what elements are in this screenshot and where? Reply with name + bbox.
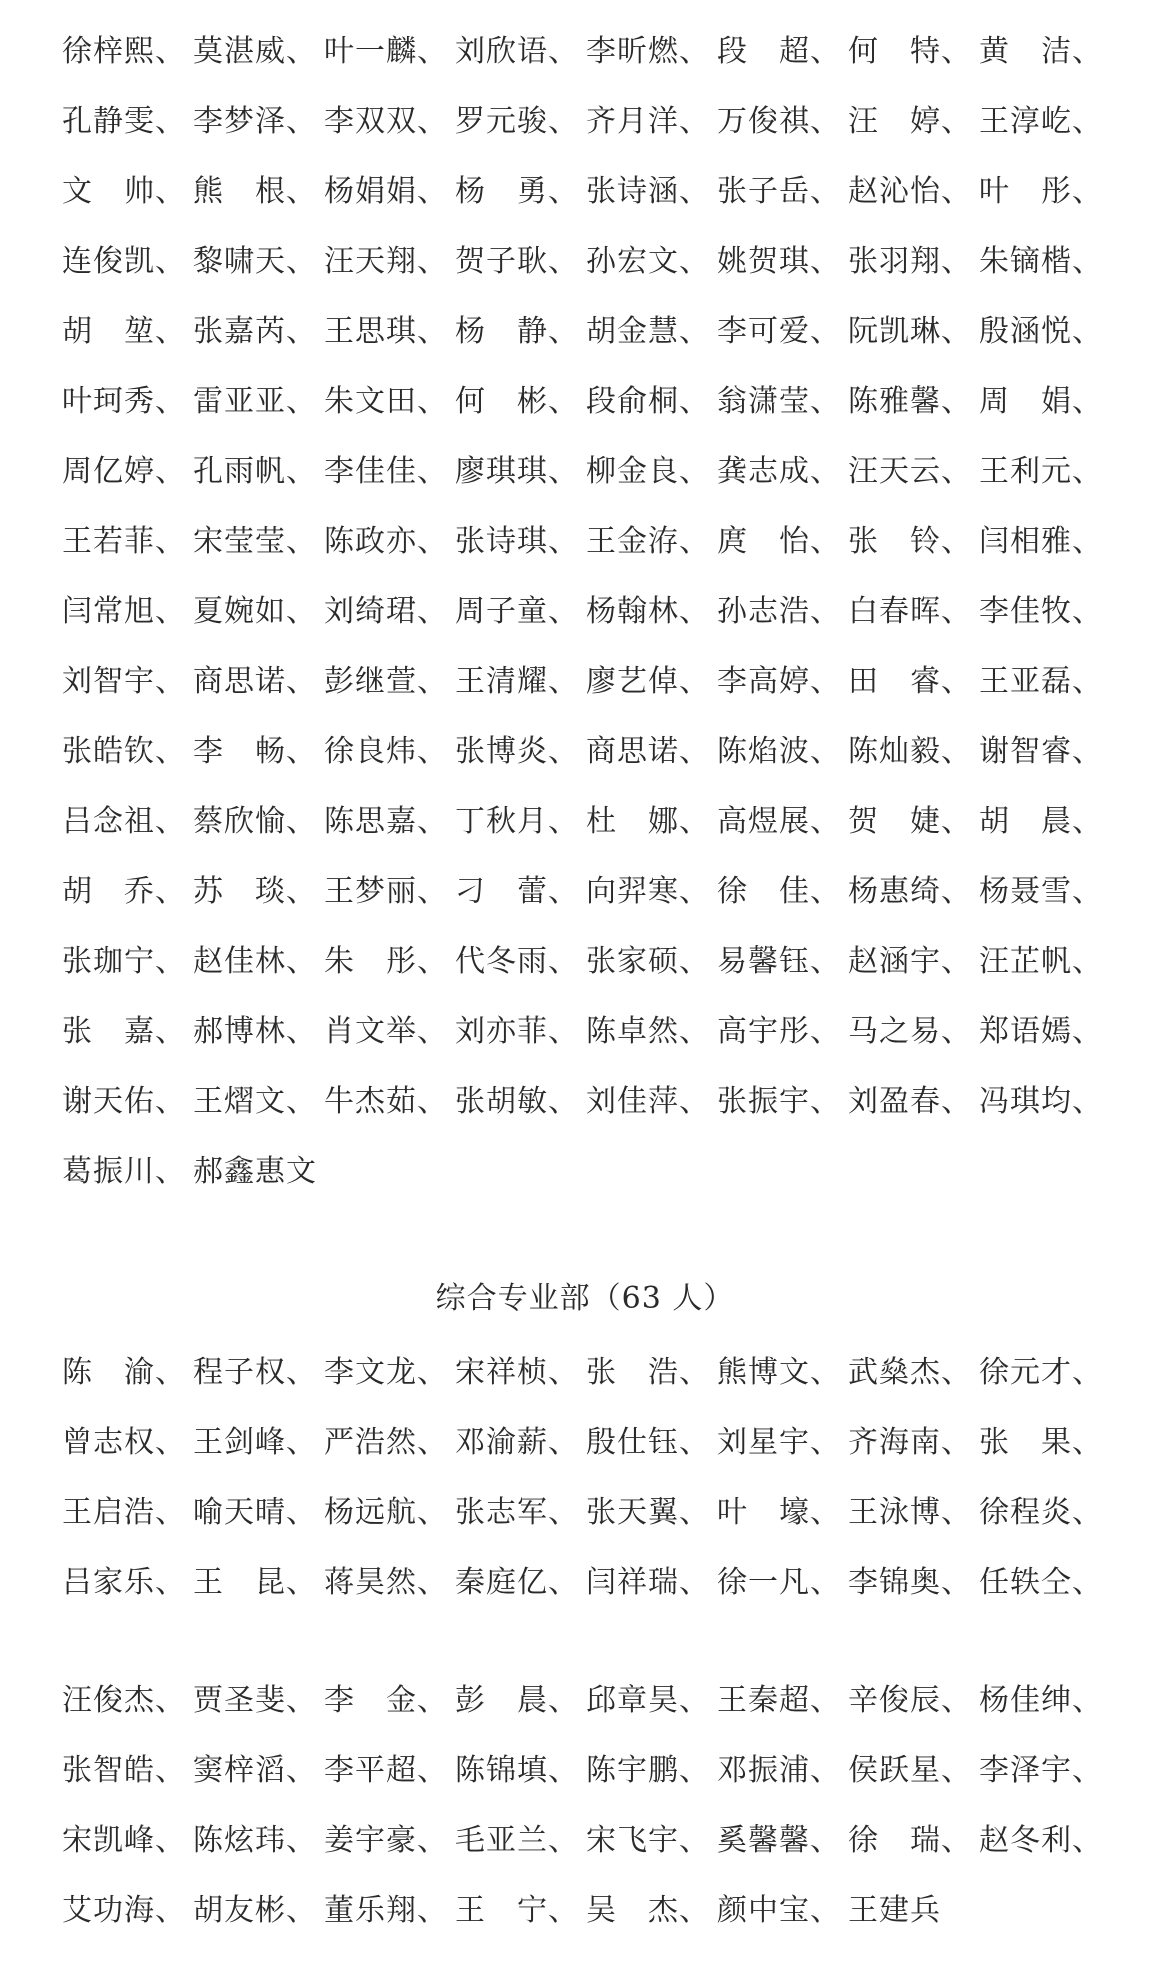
person-name: 徐梓熙、 [62,34,186,69]
person-name: 周 娟、 [979,384,1103,419]
person-name: 黄 洁、 [979,34,1103,69]
person-name: 蔡欣愉、 [193,804,317,839]
person-name: 李文龙、 [324,1355,448,1390]
person-name: 何 特、 [848,34,972,69]
person-name: 张志军、 [455,1495,579,1530]
person-name: 杨翰林、 [586,594,710,629]
person-name: 邓振浦、 [717,1753,841,1788]
person-name: 王金洊、 [586,524,710,559]
name-row [62,223,1122,293]
name-row [62,1133,1122,1203]
person-name: 郝博林、 [193,1014,317,1049]
person-name: 段俞桐、 [586,384,710,419]
person-name: 李 金、 [324,1683,448,1718]
name-row [62,83,1122,153]
person-name: 胡 乔、 [62,874,186,909]
person-name: 张博炎、 [455,734,579,769]
person-name: 廖艺倬、 [586,664,710,699]
person-name: 徐良炜、 [324,734,448,769]
person-name: 赵佳林、 [193,944,317,979]
person-name: 张胡敏、 [455,1084,579,1119]
name-row [62,1872,1122,1942]
person-name: 李可爱、 [717,314,841,349]
person-name: 周子童、 [455,594,579,629]
person-name: 张子岳、 [717,174,841,209]
person-name: 高煜展、 [717,804,841,839]
person-name: 何 彬、 [455,384,579,419]
person-name: 李平超、 [324,1753,448,1788]
person-name: 王剑峰、 [193,1425,317,1460]
person-name: 李梦泽、 [193,104,317,139]
person-name: 叶一麟、 [324,34,448,69]
person-name: 张 嘉、 [62,1014,186,1049]
person-name: 莫湛威、 [193,34,317,69]
person-name: 牛杰茹、 [324,1084,448,1119]
person-name: 严浩然、 [324,1425,448,1460]
person-name: 王清耀、 [455,664,579,699]
person-name: 殷涵悦、 [979,314,1103,349]
person-name: 齐海南、 [848,1425,972,1460]
person-name: 窦梓滔、 [193,1753,317,1788]
person-name: 马之易、 [848,1014,972,1049]
person-name: 齐月洋、 [586,104,710,139]
person-name: 刘智宇、 [62,664,186,699]
person-name: 李 畅、 [193,734,317,769]
person-name: 颜中宝、 [717,1893,841,1928]
name-row [62,643,1122,713]
person-name: 李佳牧、 [979,594,1103,629]
person-name: 胡金慧、 [586,314,710,349]
name-list-top [62,13,1122,1203]
person-name: 宋莹莹、 [193,524,317,559]
person-name: 王思琪、 [324,314,448,349]
person-name: 汪天云、 [848,454,972,489]
person-name: 李昕燃、 [586,34,710,69]
person-name: 徐一凡、 [717,1565,841,1600]
person-name: 陈雅馨、 [848,384,972,419]
person-name: 毛亚兰、 [455,1823,579,1858]
person-name: 贺子耿、 [455,244,579,279]
person-name: 刘绮珺、 [324,594,448,629]
person-name: 王泳博、 [848,1495,972,1530]
name-row [62,503,1122,573]
name-row [62,713,1122,783]
person-name: 周亿婷、 [62,454,186,489]
person-name: 闫常旭、 [62,594,186,629]
person-name: 张诗涵、 [586,174,710,209]
person-name: 邓渝薪、 [455,1425,579,1460]
person-name: 汪天翔、 [324,244,448,279]
person-name: 谢天佑、 [62,1084,186,1119]
person-name: 贾圣斐、 [193,1683,317,1718]
name-row [62,573,1122,643]
name-row [62,1662,1122,1732]
person-name: 闫相雅、 [979,524,1103,559]
name-row [62,783,1122,853]
name-row [62,363,1122,433]
person-name: 柳金良、 [586,454,710,489]
person-name: 孙志浩、 [717,594,841,629]
person-name: 赵冬利、 [979,1823,1103,1858]
person-name: 孙宏文、 [586,244,710,279]
person-name: 刘欣语、 [455,34,579,69]
person-name: 吕家乐、 [62,1565,186,1600]
person-name: 赵涵宇、 [848,944,972,979]
person-name: 张诗琪、 [455,524,579,559]
person-name: 蒋昊然、 [324,1565,448,1600]
name-row [62,853,1122,923]
person-name: 王秦超、 [717,1683,841,1718]
person-name: 苏 琰、 [193,874,317,909]
person-name: 熊 根、 [193,174,317,209]
person-name: 李高婷、 [717,664,841,699]
person-name: 郝鑫惠文 [193,1154,317,1189]
person-name: 徐 佳、 [717,874,841,909]
name-row [62,1544,1122,1614]
person-name: 胡 晨、 [979,804,1103,839]
person-name: 李泽宇、 [979,1753,1103,1788]
person-name: 彭 晨、 [455,1683,579,1718]
person-name: 汪芷帆、 [979,944,1103,979]
person-name: 杨 勇、 [455,174,579,209]
person-name: 易馨钰、 [717,944,841,979]
person-name: 喻天晴、 [193,1495,317,1530]
person-name: 徐元才、 [979,1355,1103,1390]
person-name: 辛俊辰、 [848,1683,972,1718]
person-name: 陈政亦、 [324,524,448,559]
person-name: 刘亦菲、 [455,1014,579,1049]
person-name: 王梦丽、 [324,874,448,909]
name-row [62,1802,1122,1872]
person-name: 张天翼、 [586,1495,710,1530]
person-name: 杨聂雪、 [979,874,1103,909]
person-name: 陈宇鹏、 [586,1753,710,1788]
person-name: 王淳屹、 [979,104,1103,139]
name-row [62,13,1122,83]
person-name: 叶 彤、 [979,174,1103,209]
person-name: 葛振川、 [62,1154,186,1189]
person-name: 庹 怡、 [717,524,841,559]
person-name: 王 宁、 [455,1893,579,1928]
person-name: 罗元骏、 [455,104,579,139]
person-name: 汪 婷、 [848,104,972,139]
person-name: 刁 蕾、 [455,874,579,909]
person-name: 胡 堃、 [62,314,186,349]
person-name: 陈灿毅、 [848,734,972,769]
person-name: 杨惠绮、 [848,874,972,909]
person-name: 杨娟娟、 [324,174,448,209]
name-list-section-part2 [62,1662,1122,1942]
person-name: 宋祥桢、 [455,1355,579,1390]
person-name: 陈思嘉、 [324,804,448,839]
person-name: 陈 渝、 [62,1355,186,1390]
person-name: 张 果、 [979,1425,1103,1460]
person-name: 刘盈春、 [848,1084,972,1119]
person-name: 殷仕钰、 [586,1425,710,1460]
person-name: 吴 杰、 [586,1893,710,1928]
person-name: 程子权、 [193,1355,317,1390]
person-name: 张 浩、 [586,1355,710,1390]
person-name: 张皓钦、 [62,734,186,769]
person-name: 姜宇豪、 [324,1823,448,1858]
person-name: 高宇彤、 [717,1014,841,1049]
person-name: 王熠文、 [193,1084,317,1119]
person-name: 吕念祖、 [62,804,186,839]
person-name: 陈锦填、 [455,1753,579,1788]
person-name: 姚贺琪、 [717,244,841,279]
person-name: 秦庭亿、 [455,1565,579,1600]
person-name: 朱 彤、 [324,944,448,979]
person-name: 奚馨馨、 [717,1823,841,1858]
person-name: 田 睿、 [848,664,972,699]
person-name: 叶 壕、 [717,1495,841,1530]
person-name: 叶珂秀、 [62,384,186,419]
person-name: 孔静雯、 [62,104,186,139]
name-row [62,1474,1122,1544]
person-name: 陈卓然、 [586,1014,710,1049]
person-name: 赵沁怡、 [848,174,972,209]
person-name: 陈焰波、 [717,734,841,769]
name-row [62,1732,1122,1802]
person-name: 丁秋月、 [455,804,579,839]
person-name: 胡友彬、 [193,1893,317,1928]
person-name: 李佳佳、 [324,454,448,489]
person-name: 徐 瑞、 [848,1823,972,1858]
person-name: 商思诺、 [193,664,317,699]
person-name: 连俊凯、 [62,244,186,279]
person-name: 翁潇莹、 [717,384,841,419]
person-name: 王建兵 [848,1893,941,1928]
name-row [62,1404,1122,1474]
person-name: 彭继萱、 [324,664,448,699]
person-name: 艾功海、 [62,1893,186,1928]
person-name: 董乐翔、 [324,1893,448,1928]
person-name: 宋飞宇、 [586,1823,710,1858]
person-name: 张羽翔、 [848,244,972,279]
person-name: 张家硕、 [586,944,710,979]
person-name: 王 昆、 [193,1565,317,1600]
person-name: 廖琪琪、 [455,454,579,489]
person-name: 王若菲、 [62,524,186,559]
person-name: 张 铃、 [848,524,972,559]
name-row [62,923,1122,993]
name-list-section-part1 [62,1334,1122,1614]
name-row [62,293,1122,363]
person-name: 万俊祺、 [717,104,841,139]
person-name: 商思诺、 [586,734,710,769]
person-name: 武燊杰、 [848,1355,972,1390]
person-name: 汪俊杰、 [62,1683,186,1718]
person-name: 贺 婕、 [848,804,972,839]
person-name: 王亚磊、 [979,664,1103,699]
person-name: 邱章昊、 [586,1683,710,1718]
section-heading: 综合专业部（63 人） [435,1281,735,1316]
person-name: 李双双、 [324,104,448,139]
name-row [62,433,1122,503]
person-name: 黎啸天、 [193,244,317,279]
person-name: 郑语嫣、 [979,1014,1103,1049]
person-name: 曾志权、 [62,1425,186,1460]
person-name: 朱文田、 [324,384,448,419]
person-name: 雷亚亚、 [193,384,317,419]
person-name: 杜 娜、 [586,804,710,839]
person-name: 侯跃星、 [848,1753,972,1788]
person-name: 张振宇、 [717,1084,841,1119]
person-name: 陈炫玮、 [193,1823,317,1858]
name-row [62,993,1122,1063]
name-row [62,153,1122,223]
person-name: 肖文举、 [324,1014,448,1049]
person-name: 文 帅、 [62,174,186,209]
person-name: 夏婉如、 [193,594,317,629]
person-name: 白春晖、 [848,594,972,629]
person-name: 朱镝楷、 [979,244,1103,279]
person-name: 杨 静、 [455,314,579,349]
person-name: 刘星宇、 [717,1425,841,1460]
person-name: 谢智睿、 [979,734,1103,769]
person-name: 杨远航、 [324,1495,448,1530]
name-row [62,1334,1122,1404]
person-name: 宋凯峰、 [62,1823,186,1858]
person-name: 张嘉芮、 [193,314,317,349]
person-name: 徐程炎、 [979,1495,1103,1530]
person-name: 段 超、 [717,34,841,69]
person-name: 张珈宁、 [62,944,186,979]
person-name: 刘佳萍、 [586,1084,710,1119]
person-name: 张智皓、 [62,1753,186,1788]
person-name: 冯琪均、 [979,1084,1103,1119]
person-name: 王启浩、 [62,1495,186,1530]
person-name: 龚志成、 [717,454,841,489]
person-name: 代冬雨、 [455,944,579,979]
person-name: 阮凯琳、 [848,314,972,349]
person-name: 杨佳绅、 [979,1683,1103,1718]
person-name: 王利元、 [979,454,1103,489]
person-name: 向羿寒、 [586,874,710,909]
person-name: 任轶仝、 [979,1565,1103,1600]
person-name: 孔雨帆、 [193,454,317,489]
person-name: 李锦奥、 [848,1565,972,1600]
person-name: 熊博文、 [717,1355,841,1390]
name-row [62,1063,1122,1133]
person-name: 闫祥瑞、 [586,1565,710,1600]
